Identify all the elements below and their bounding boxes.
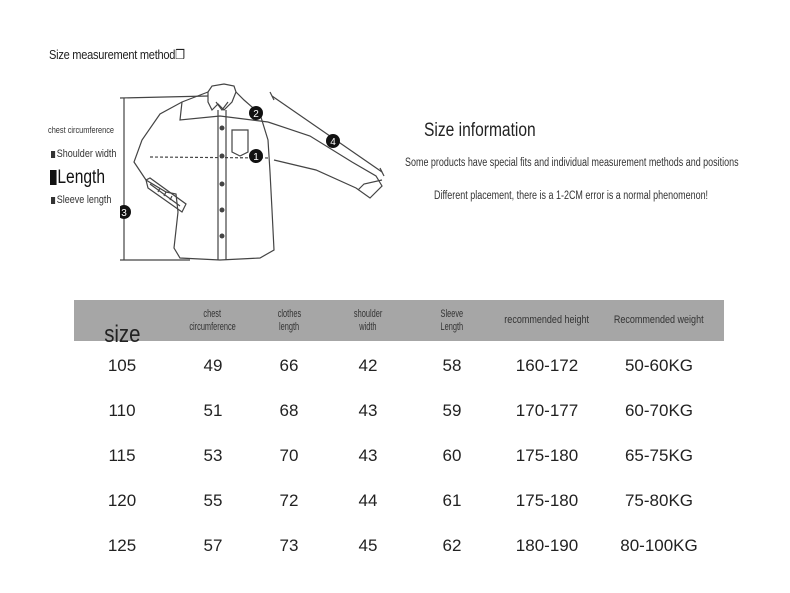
cell-shoulder: 43 [358, 400, 378, 420]
legend-length [50, 167, 105, 189]
legend-length-label: Length [57, 167, 106, 188]
cell-weight: 65-75KG [624, 445, 694, 465]
cell-size: 120 [107, 490, 137, 510]
header-chest-l1: chest [204, 307, 222, 320]
cell-chest: 55 [203, 490, 223, 510]
marker-4-label: 4 [330, 137, 336, 148]
cell-sleeve: 62 [442, 535, 462, 555]
cell-shoulder: 42 [358, 355, 378, 375]
cell-shoulder: 43 [358, 445, 378, 465]
table-row [74, 478, 724, 523]
header-height [490, 300, 604, 341]
cell-shoulder: 45 [358, 535, 378, 555]
size-table-header [74, 300, 724, 348]
legend-shoulder-label: Shoulder width [56, 148, 117, 160]
cell-sleeve: 59 [442, 400, 462, 420]
header-weight [604, 300, 714, 341]
cell-size: 125 [107, 535, 137, 555]
header-length-l2: length [278, 320, 300, 333]
cell-sleeve: 61 [442, 490, 462, 510]
cell-length: 72 [279, 490, 299, 510]
box-icon [50, 170, 57, 185]
marker-3 [120, 205, 131, 219]
cell-weight: 60-70KG [624, 400, 694, 420]
size-info-title: Size information [424, 120, 536, 141]
legend-chest [48, 125, 114, 135]
size-info-note-2: Different placement, there is a 1-2CM error is a normal phenomenon! [434, 190, 709, 202]
cell-size: 115 [108, 445, 136, 465]
table-row [74, 523, 724, 568]
header-sleeve-l2: Length [440, 320, 464, 333]
cell-sleeve: 60 [442, 445, 462, 465]
length-dimension [120, 96, 208, 260]
header-weight-label: Recommended weight [614, 314, 704, 326]
cell-length: 66 [279, 355, 299, 375]
header-chest-l2: circumference [189, 320, 237, 333]
header-sleeve [414, 300, 490, 341]
table-row [74, 433, 724, 478]
cell-chest: 57 [203, 535, 223, 555]
legend-shoulder [51, 148, 116, 160]
marker-1-label: 1 [253, 152, 259, 163]
cell-shoulder: 44 [358, 490, 378, 510]
marker-1 [249, 149, 263, 163]
box-icon [51, 197, 55, 204]
cell-chest: 51 [203, 400, 223, 420]
cell-weight: 80-100KG [620, 535, 698, 555]
cell-size: 105 [107, 355, 137, 375]
cell-length: 68 [279, 400, 299, 420]
marker-4 [326, 134, 340, 148]
cell-height: 180-190 [515, 535, 579, 555]
header-height-label: recommended height [504, 314, 590, 326]
cell-height: 170-177 [515, 400, 579, 420]
header-chest [170, 300, 256, 341]
header-shoulder-l2: width [359, 320, 377, 333]
header-shoulder-l1: shoulder [353, 307, 383, 320]
cell-weight: 50-60KG [624, 355, 694, 375]
cell-height: 160-172 [515, 355, 579, 375]
cell-chest: 49 [203, 355, 223, 375]
measurement-method-title: Size measurement method❒ [49, 47, 185, 62]
marker-3-label: 3 [121, 208, 127, 219]
header-sleeve-l1: Sleeve [440, 307, 464, 320]
header-length-l1: clothes [277, 307, 301, 320]
legend-chest-label: chest circumference [48, 125, 115, 135]
legend-sleeve [51, 194, 111, 206]
cell-chest: 53 [203, 445, 223, 465]
cell-length: 73 [279, 535, 299, 555]
cell-size: 110 [108, 400, 136, 420]
marker-2-label: 2 [253, 109, 259, 120]
marker-2 [249, 106, 263, 120]
size-info-note-1: Some products have special fits and individual measurement methods and positions [405, 157, 739, 169]
cell-weight: 75-80KG [624, 490, 694, 510]
header-length [256, 300, 322, 341]
table-row [74, 343, 724, 388]
box-icon [51, 151, 55, 158]
cell-sleeve: 58 [442, 355, 462, 375]
cell-height: 175-180 [515, 445, 579, 465]
header-size-label: size [103, 321, 141, 348]
table-row [74, 388, 724, 433]
header-shoulder [322, 300, 414, 341]
shirt-diagram [120, 80, 395, 270]
cell-height: 175-180 [515, 490, 579, 510]
legend-sleeve-label: Sleeve length [56, 194, 112, 206]
shirt-buttons [220, 126, 225, 239]
cell-length: 70 [279, 445, 299, 465]
header-size [74, 300, 170, 348]
